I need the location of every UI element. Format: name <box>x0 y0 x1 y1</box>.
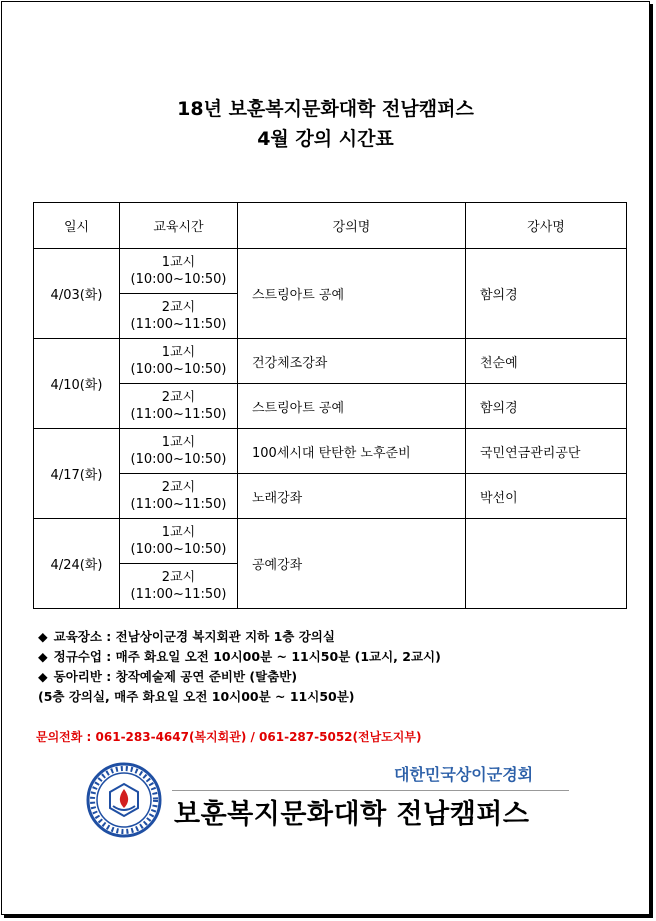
period-label: 2교시 <box>161 480 196 495</box>
period-label: 1교시 <box>161 525 196 540</box>
time-cell <box>120 564 238 609</box>
period-label: 1교시 <box>161 345 196 360</box>
lecture-cell: 공예강좌 <box>238 519 466 609</box>
date-cell: 4/03(화) <box>34 249 120 339</box>
table-row <box>34 339 627 384</box>
time-cell <box>120 519 238 564</box>
emblem-logo-icon <box>86 762 162 838</box>
title-line-2: 4월 강의 시간표 <box>257 128 394 150</box>
contact-phone: 문의전화 : 061-283-4647(복지회관) / 061-287-5052(전남도지부) <box>36 730 422 744</box>
instructor-cell: 국민연금관리공단 <box>466 429 627 474</box>
note-regular <box>38 647 441 667</box>
lecture-cell: 스트링아트 공예 <box>238 249 466 339</box>
diamond-bullet-icon: ◆ <box>38 669 48 684</box>
header-date: 일시 <box>34 203 120 249</box>
table-row <box>34 249 627 294</box>
title-line-1: 18년 보훈복지문화대학 전남캠퍼스 <box>177 98 474 120</box>
time-range: (10:00~10:50) <box>130 452 227 467</box>
notes-section <box>38 627 441 707</box>
schedule-table <box>33 202 627 609</box>
footer-organization: 대한민국상이군경회 <box>394 765 534 784</box>
table-row <box>34 519 627 564</box>
header-instructor: 강사명 <box>466 203 627 249</box>
time-cell <box>120 339 238 384</box>
diamond-bullet-icon: ◆ <box>38 649 48 664</box>
instructor-cell: 박선이 <box>466 474 627 519</box>
table-header-row <box>34 203 627 249</box>
instructor-cell <box>466 519 627 609</box>
footer-divider <box>172 790 569 791</box>
period-label: 2교시 <box>161 570 196 585</box>
period-label: 2교시 <box>161 390 196 405</box>
table-row <box>34 384 627 429</box>
period-label: 1교시 <box>161 435 196 450</box>
note-place <box>38 627 441 647</box>
footer-campus-name: 보훈복지문화대학 전남캠퍼스 <box>174 799 530 830</box>
table-row <box>34 429 627 474</box>
time-range: (10:00~10:50) <box>130 362 227 377</box>
time-range: (11:00~11:50) <box>130 497 227 512</box>
date-cell: 4/24(화) <box>34 519 120 609</box>
lecture-cell: 100세시대 탄탄한 노후준비 <box>238 429 466 474</box>
instructor-cell: 함의경 <box>466 249 627 339</box>
period-label: 1교시 <box>161 255 196 270</box>
note-club <box>38 667 441 687</box>
header-time: 교육시간 <box>120 203 238 249</box>
note-club-detail: (5층 강의실, 매주 화요일 오전 10시00분 ~ 11시50분) <box>38 689 355 704</box>
time-cell <box>120 384 238 429</box>
time-cell <box>120 474 238 519</box>
time-range: (10:00~10:50) <box>130 272 227 287</box>
date-cell: 4/17(화) <box>34 429 120 519</box>
time-cell <box>120 429 238 474</box>
instructor-cell: 함의경 <box>466 384 627 429</box>
time-cell <box>120 249 238 294</box>
instructor-cell: 천순예 <box>466 339 627 384</box>
lecture-cell: 스트링아트 공예 <box>238 384 466 429</box>
time-range: (10:00~10:50) <box>130 542 227 557</box>
lecture-cell: 노래강좌 <box>238 474 466 519</box>
note-club-text: 동아리반 : 창작예술제 공연 준비반 (탈춤반) <box>53 669 298 684</box>
time-cell <box>120 294 238 339</box>
table-row <box>34 474 627 519</box>
time-range: (11:00~11:50) <box>130 407 227 422</box>
note-regular-text: 정규수업 : 매주 화요일 오전 10시00분 ~ 11시50분 (1교시, 2교시) <box>53 649 441 664</box>
diamond-bullet-icon: ◆ <box>38 629 48 644</box>
time-range: (11:00~11:50) <box>130 587 227 602</box>
date-cell: 4/10(화) <box>34 339 120 429</box>
document-page <box>1 1 650 915</box>
lecture-cell: 건강체조강좌 <box>238 339 466 384</box>
note-place-text: 교육장소 : 전남상이군경 복지회관 지하 1층 강의실 <box>53 629 335 644</box>
header-lecture: 강의명 <box>238 203 466 249</box>
document-title <box>2 94 649 154</box>
period-label: 2교시 <box>161 300 196 315</box>
time-range: (11:00~11:50) <box>130 317 227 332</box>
